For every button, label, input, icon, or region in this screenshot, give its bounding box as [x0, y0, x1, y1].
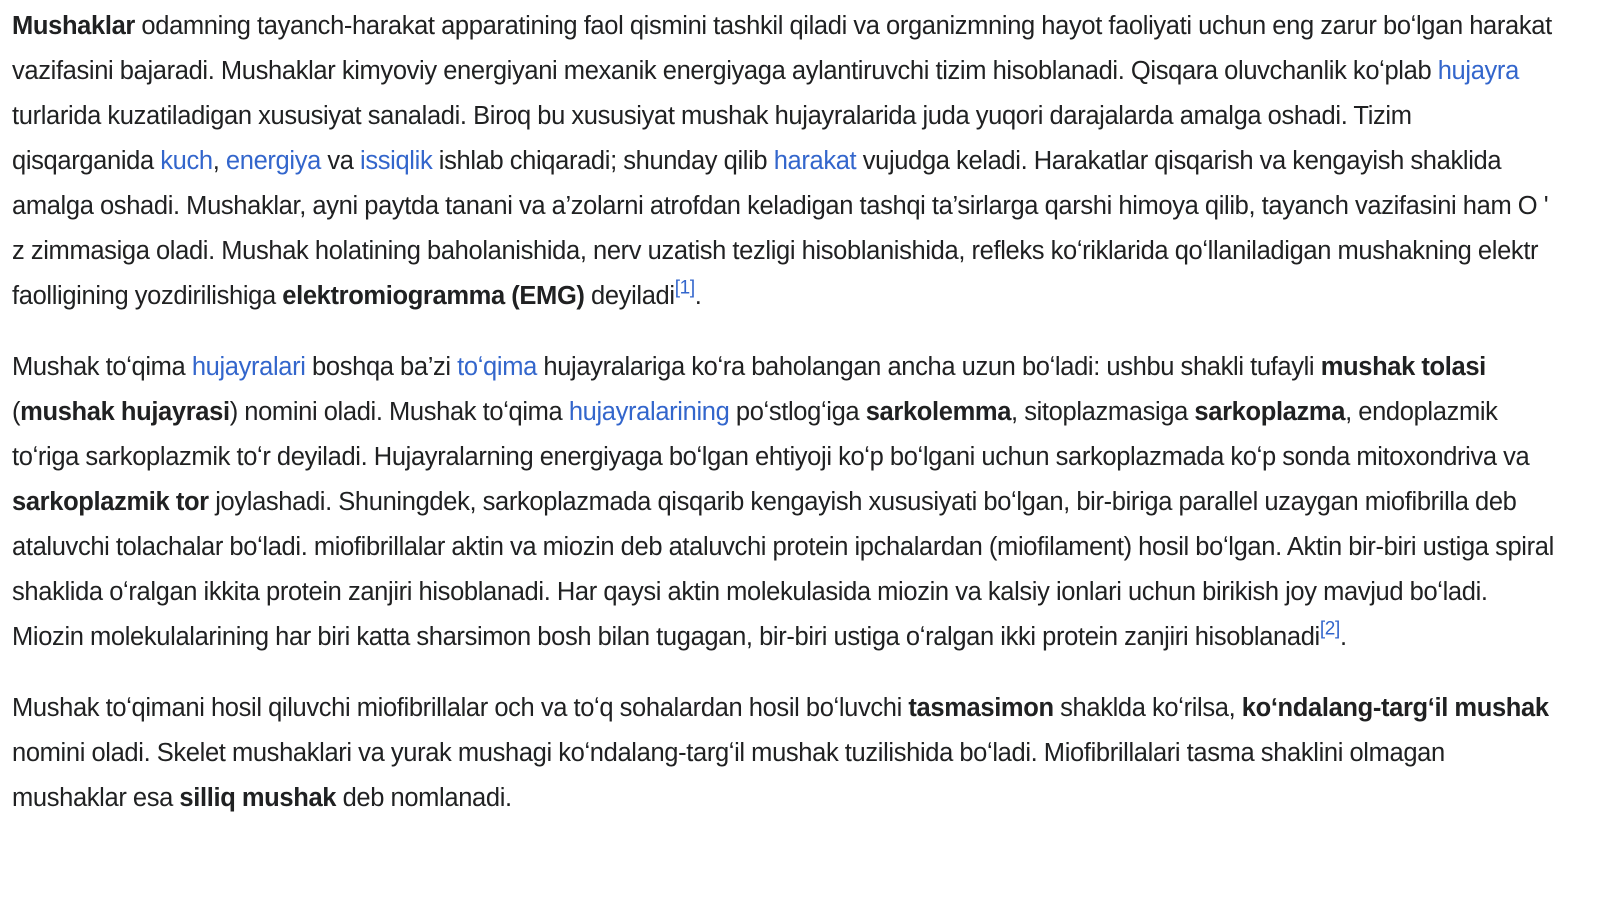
bold-term: koʻndalang-targʻil mushak	[1241, 694, 1549, 722]
paragraph-text: ,	[212, 147, 226, 175]
paragraph-text: (	[12, 398, 21, 426]
paragraph-1	[12, 4, 1557, 319]
paragraph-text: poʻstlogʻiga	[729, 398, 866, 426]
paragraph-text: odamning tayanch-harakat apparatining faol qismini tashkil qiladi va organizmning hayot faoliyati uchun eng zarur boʻlgan harakat vazifasini bajaradi. Mushaklar kimyoviy energiyani mexanik energiyaga aylantiruvchi tizim hisoblanadi. Qisqara oluvchanlik koʻplab	[12, 12, 1552, 85]
link-kuch[interactable]: kuch	[160, 147, 213, 175]
paragraph-text: va	[320, 147, 361, 175]
paragraph-text: shaklda koʻrilsa,	[1053, 694, 1242, 722]
paragraph-text: .	[1339, 623, 1347, 651]
link-hujayralarining[interactable]: hujayralarining	[568, 398, 730, 426]
bold-term: mushak tolasi	[1320, 353, 1486, 381]
paragraph-2	[12, 345, 1557, 660]
reference-superscript	[1320, 619, 1340, 640]
bold-term: Mushaklar	[12, 12, 135, 40]
bold-term: mushak hujayrasi	[20, 398, 230, 426]
bold-term: elektromiogramma (EMG)	[282, 282, 585, 310]
paragraph-text: joylashadi. Shuningdek, sarkoplazmada qisqarib kengayish xususiyati boʻlgan, bir-biriga parallel uzaygan miofibrilla deb ataluvchi tolachalar boʻladi. miofibrillalar aktin va miozin deb ataluvchi protein ipchalardan (miofilament) hosil boʻlgan. Aktin bir-biri ustiga spiral shaklida oʻralgan ikkita protein zanjiri hisoblanadi. Har qaysi aktin molekulasida miozin va kalsiy ionlari uchun birikish joy mavjud boʻladi. Miozin molekulalarining har biri katta sharsimon bosh bilan tugagan, bir-biri ustiga oʻralgan ikki protein zanjiri hisoblanadi	[12, 488, 1554, 651]
paragraph-text: deyiladi	[584, 282, 675, 310]
paragraph-text: ishlab chiqaradi; shunday qilib	[432, 147, 774, 175]
link-issiqlik[interactable]: issiqlik	[360, 147, 433, 175]
paragraph-text: Mushak toʻqimani hosil qiluvchi miofibrillalar och va toʻq sohalardan hosil boʻluvchi	[12, 694, 909, 722]
link-hujayra[interactable]: hujayra	[1437, 57, 1519, 85]
link-harakat[interactable]: harakat	[773, 147, 857, 175]
reference-superscript	[675, 278, 695, 299]
bold-term: tasmasimon	[908, 694, 1054, 722]
paragraph-text: Mushak toʻqima	[12, 353, 192, 381]
paragraph-text: , sitoplazmasiga	[1011, 398, 1195, 426]
paragraph-text: hujayralariga koʻra baholangan ancha uzun boʻladi: ushbu shakli tufayli	[536, 353, 1321, 381]
bold-term: sarkolemma	[865, 398, 1012, 426]
paragraph-text: deb nomlanadi.	[336, 784, 512, 812]
paragraph-text: boshqa ba’zi	[305, 353, 458, 381]
link-toqima[interactable]: toʻqima	[457, 353, 537, 381]
paragraph-text: , endoplazmik toʻriga sarkoplazmik toʻr deyiladi. Hujayralarning energiyaga boʻlgan ehtiyoji koʻp boʻlgani uchun sarkoplazmada koʻp sonda mitoxondriva va	[12, 398, 1530, 471]
bold-term: sarkoplazmik tor	[12, 488, 209, 516]
reference-1[interactable]: [1]	[674, 277, 695, 299]
paragraph-text: nomini oladi. Skelet mushaklari va yurak mushagi koʻndalang-targʻil mushak tuzilishida boʻladi. Miofibrillalari tasma shaklini olmagan mushaklar esa	[12, 739, 1445, 812]
paragraph-text: .	[694, 282, 702, 310]
bold-term: sarkoplazma	[1194, 398, 1346, 426]
article-body	[12, 4, 1557, 847]
paragraph-text: ) nomini oladi. Mushak toʻqima	[229, 398, 569, 426]
link-energiya[interactable]: energiya	[225, 147, 321, 175]
bold-term: silliq mushak	[179, 784, 337, 812]
reference-2[interactable]: [2]	[1319, 618, 1340, 640]
link-hujayralari[interactable]: hujayralari	[191, 353, 306, 381]
paragraph-text: vujudga keladi. Harakatlar qisqarish va kengayish shaklida amalga oshadi. Mushaklar, ayni paytda tanani va a’zolarni atrofdan keladigan tashqi ta’sirlarga qarshi himoya qilib, tayanch vazifasini ham O ' z zimmasiga oladi. Mushak holatining baholanishida, nerv uzatish tezligi hisoblanishida, refleks koʻriklarida qoʻllaniladigan mushakning elektr faolligining yozdirilishiga	[12, 147, 1549, 310]
paragraph-3	[12, 686, 1557, 821]
paragraph-text: turlarida kuzatiladigan xususiyat sanaladi. Biroq bu xususiyat mushak hujayralarida juda yuqori darajalarda amalga oshadi. Tizim qisqarganida	[12, 102, 1412, 175]
